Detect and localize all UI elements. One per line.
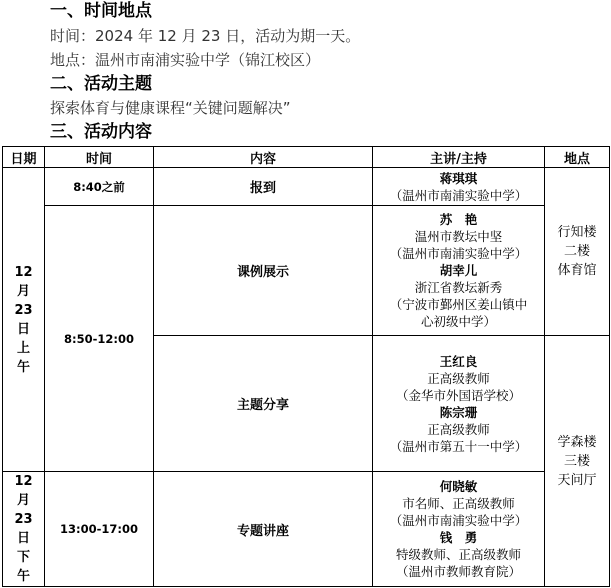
host-cell: 王红良 正高级教师 （金华市外国语学校） 陈宗珊 正高级教师 （温州市第五十一中学） bbox=[373, 336, 545, 472]
header-location: 地点 bbox=[545, 147, 610, 168]
table-row bbox=[3, 168, 610, 206]
header-date: 日期 bbox=[3, 147, 45, 168]
host-cell: 何晓敏 市名师、正高级教师 （温州市南浦实验中学） 钱 勇 特级教师、正高级教师 （温州市教师教育院） bbox=[373, 472, 545, 587]
header-host: 主讲/主持 bbox=[373, 147, 545, 168]
location-cell: 行知楼 二楼 体育馆 bbox=[545, 168, 610, 336]
theme-line: 探索体育与健康课程“关键问题解决” bbox=[50, 99, 291, 117]
time-cell: 8:40之前 bbox=[45, 168, 154, 206]
date-morning: 12 月 23 日 上 午 bbox=[3, 168, 45, 472]
time-cell: 13:00-17:00 bbox=[45, 472, 154, 587]
time-cell: 8:50-12:00 bbox=[45, 206, 154, 472]
date-afternoon: 12 月 23 日 下 午 bbox=[3, 472, 45, 587]
header-time: 时间 bbox=[45, 147, 154, 168]
host-cell: 蒋琪琪 （温州市南浦实验中学） bbox=[373, 168, 545, 206]
header-content: 内容 bbox=[154, 147, 373, 168]
schedule-table bbox=[2, 146, 610, 587]
section-title-theme: 二、活动主题 bbox=[50, 74, 152, 94]
content-cell: 课例展示 bbox=[154, 206, 373, 336]
content-cell: 专题讲座 bbox=[154, 472, 373, 587]
table-row bbox=[3, 206, 610, 336]
section-title-time-place: 一、时间地点 bbox=[50, 1, 152, 21]
host-cell: 苏 艳 温州市教坛中坚 （温州市南浦实验中学） 胡幸儿 浙江省教坛新秀 （宁波市鄞州区姜山镇中 心初级中学） bbox=[373, 206, 545, 336]
content-cell: 主题分享 bbox=[154, 336, 373, 472]
section-title-content: 三、活动内容 bbox=[50, 122, 152, 142]
table-header-row bbox=[3, 147, 610, 168]
location-cell: 学森楼 三楼 天问厅 bbox=[545, 336, 610, 587]
table-row bbox=[3, 472, 610, 587]
content-cell: 报到 bbox=[154, 168, 373, 206]
time-line: 时间：2024 年 12 月 23 日，活动为期一天。 bbox=[50, 27, 361, 45]
place-line: 地点：温州市南浦实验中学（锦江校区） bbox=[50, 51, 321, 69]
